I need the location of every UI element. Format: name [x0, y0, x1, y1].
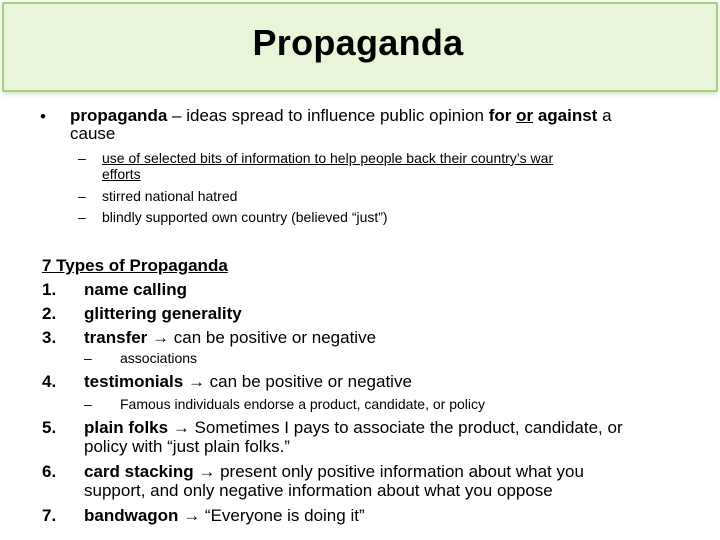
- item-testimonials-rest: can be positive or negative: [209, 372, 412, 391]
- item-transfer-sub: associations: [120, 350, 198, 366]
- arrow-icon: →: [187, 372, 205, 391]
- sub-dash: –: [84, 396, 92, 412]
- word-against: against: [537, 106, 598, 125]
- item-transfer-name: transfer: [84, 328, 148, 347]
- definition-line-2: cause: [70, 124, 116, 143]
- sub-dash-2: –: [78, 188, 86, 204]
- arrow-icon: →: [172, 418, 190, 437]
- item-plain-folks-rest: Sometimes I pays to associate the product, candidate, or: [194, 418, 623, 437]
- sub-item-1-line-2: efforts: [102, 166, 141, 182]
- word-or: or: [516, 106, 534, 125]
- sub-item-3: blindly supported own country (believed “just”): [102, 209, 388, 225]
- item-card-stacking-line-2: support, and only negative information about what you oppose: [84, 481, 553, 500]
- item-card-stacking: [84, 462, 584, 482]
- item-bandwagon: [84, 506, 365, 526]
- item-number: 7.: [42, 506, 57, 525]
- item-number: 4.: [42, 372, 57, 391]
- item-number: 5.: [42, 418, 57, 437]
- definition-text-a: ideas spread to influence public opinion: [186, 106, 484, 125]
- sub-item-1-line-1: use of selected bits of information to help people back their country’s war: [102, 150, 554, 166]
- item-number: 6.: [42, 462, 57, 481]
- item-plain-folks: [84, 418, 623, 438]
- item-card-stacking-rest: present only positive information about what you: [220, 462, 584, 481]
- item-testimonials-name: testimonials: [84, 372, 184, 391]
- sub-dash: –: [84, 350, 92, 366]
- definition-dash: –: [172, 106, 182, 125]
- item-number: 1.: [42, 280, 57, 299]
- item-card-stacking-name: card stacking: [84, 462, 194, 481]
- item-plain-folks-name: plain folks: [84, 418, 169, 437]
- item-testimonials-sub: Famous individuals endorse a product, candidate, or policy: [120, 396, 485, 412]
- item-bandwagon-rest: “Everyone is doing it”: [204, 506, 365, 525]
- bullet-dot: •: [40, 107, 46, 126]
- sub-dash-1: –: [78, 150, 86, 166]
- sub-item-2: stirred national hatred: [102, 188, 238, 204]
- item-number: 3.: [42, 328, 57, 347]
- definition-text-b: a: [602, 106, 612, 125]
- item-glittering-generality: glittering generality: [84, 304, 242, 323]
- arrow-icon: →: [152, 328, 170, 347]
- term-propaganda: propaganda: [70, 106, 168, 125]
- item-bandwagon-name: bandwagon: [84, 506, 179, 525]
- item-name-calling: name calling: [84, 280, 187, 299]
- slide-title: Propaganda: [252, 22, 464, 63]
- sub-dash-3: –: [78, 209, 86, 225]
- arrow-icon: →: [183, 506, 201, 525]
- definition-line-1: [70, 106, 612, 126]
- arrow-icon: →: [198, 462, 216, 481]
- item-transfer-rest: can be positive or negative: [173, 328, 377, 347]
- item-testimonials: [84, 372, 412, 392]
- item-number: 2.: [42, 304, 57, 323]
- item-plain-folks-line-2: policy with “just plain folks.”: [84, 437, 290, 456]
- types-heading: 7 Types of Propaganda: [42, 256, 228, 275]
- word-for: for: [488, 106, 512, 125]
- item-transfer: [84, 328, 376, 348]
